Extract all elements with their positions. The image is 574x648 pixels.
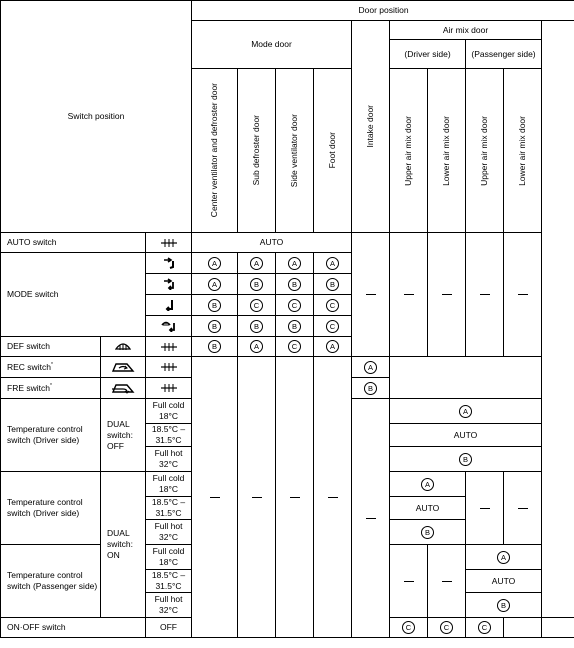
def-side: C bbox=[276, 337, 314, 357]
driver-side-header: (Driver side) bbox=[390, 40, 466, 69]
dual-off-label: DUAL switch: OFF bbox=[101, 399, 146, 472]
full-cold-2: Full cold 18°C bbox=[146, 472, 192, 497]
col-header-sub-defroster: Sub defroster door bbox=[238, 69, 276, 233]
range-1: 18.5°C – 31.5°C bbox=[146, 424, 192, 447]
mode-switch-label: MODE switch bbox=[1, 253, 146, 337]
bilevel-mode-icon bbox=[146, 274, 192, 295]
mode4-side: B bbox=[276, 316, 314, 337]
col-header-upper-passenger: Upper air mix door bbox=[466, 69, 504, 233]
auto-indicator-icon bbox=[146, 233, 192, 253]
col-header-lower-driver: Lower air mix door bbox=[428, 69, 466, 233]
mode1-side: A bbox=[276, 253, 314, 274]
onoff-switch-label: ON·OFF switch bbox=[1, 618, 146, 638]
mode2-foot: B bbox=[314, 274, 352, 295]
intake-dash-bottom bbox=[352, 399, 390, 638]
onoff-sub: C bbox=[390, 618, 428, 638]
vent-mode-icon bbox=[146, 253, 192, 274]
fre-switch-label: FRE switch* bbox=[1, 378, 101, 399]
full-hot-3: Full hot 32°C bbox=[146, 593, 192, 618]
col-header-center-vent: Center ventilator and defroster door bbox=[192, 69, 238, 233]
air-mix-upper-passenger-dash bbox=[466, 233, 504, 357]
def-foot: A bbox=[314, 337, 352, 357]
off-hot-airmix: B bbox=[390, 447, 542, 472]
defroster-icon bbox=[101, 337, 146, 357]
onoff-lower-driver bbox=[542, 618, 574, 638]
foot-mode-icon bbox=[146, 295, 192, 316]
fre-intake: B bbox=[352, 378, 390, 399]
mode2-center: A bbox=[192, 274, 238, 295]
air-mix-door-header: Air mix door bbox=[390, 21, 542, 40]
rec-indicator-icon bbox=[146, 357, 192, 378]
passenger-side-header: (Passenger side) bbox=[466, 40, 542, 69]
temp-driver-on-label: Temperature control switch (Driver side) bbox=[1, 472, 101, 545]
mode4-foot: C bbox=[314, 316, 352, 337]
mode-door-header: Mode door bbox=[192, 21, 352, 69]
on-passenger-cold-airmix: A bbox=[466, 545, 542, 570]
mode3-side: C bbox=[276, 295, 314, 316]
sub-dash bbox=[238, 357, 276, 638]
switch-position-header: Switch position bbox=[1, 1, 192, 233]
on-driver-range-airmix: AUTO bbox=[390, 497, 466, 520]
foot-dash bbox=[314, 357, 352, 638]
rec-switch-label: REC switch* bbox=[1, 357, 101, 378]
side-dash bbox=[276, 357, 314, 638]
onoff-upper-driver bbox=[504, 618, 542, 638]
center-dash bbox=[192, 357, 238, 638]
recirculation-icon bbox=[101, 357, 146, 378]
mode3-center: B bbox=[192, 295, 238, 316]
intake-dash-top bbox=[352, 233, 390, 357]
mode1-sub: A bbox=[238, 253, 276, 274]
door-position-header: Door position bbox=[192, 1, 574, 21]
on-driver-hot-airmix: B bbox=[390, 520, 466, 545]
mode4-center: B bbox=[192, 316, 238, 337]
col-header-upper-driver: Upper air mix door bbox=[390, 69, 428, 233]
def-indicator-icon bbox=[146, 337, 192, 357]
air-mix-lower-driver-dash bbox=[428, 233, 466, 357]
rec-intake: A bbox=[352, 357, 390, 378]
mode3-sub: C bbox=[238, 295, 276, 316]
mode1-foot: A bbox=[314, 253, 352, 274]
on-driver-cold-airmix: A bbox=[390, 472, 466, 497]
dual-on-label: DUAL switch: ON bbox=[101, 472, 146, 618]
col-header-side-vent: Side ventilator door bbox=[276, 69, 314, 233]
off-cold-airmix: A bbox=[390, 399, 542, 424]
full-cold-3: Full cold 18°C bbox=[146, 545, 192, 570]
on-passenger-hot-airmix: B bbox=[466, 593, 542, 618]
intake-door-header bbox=[352, 21, 390, 233]
full-hot-2: Full hot 32°C bbox=[146, 520, 192, 545]
def-switch-label: DEF switch bbox=[1, 337, 101, 357]
def-sub: A bbox=[238, 337, 276, 357]
auto-switch-label: AUTO switch bbox=[1, 233, 146, 253]
def-center: B bbox=[192, 337, 238, 357]
temp-driver-off-label: Temperature control switch (Driver side) bbox=[1, 399, 101, 472]
on-driver-upper-passenger-dash bbox=[466, 472, 504, 545]
off-range-airmix: AUTO bbox=[390, 424, 542, 447]
mode2-sub: B bbox=[238, 274, 276, 295]
col-header-lower-passenger: Lower air mix door bbox=[504, 69, 542, 233]
intake-door-label: Intake door bbox=[365, 105, 376, 148]
mode4-sub: B bbox=[238, 316, 276, 337]
on-passenger-lower-driver-dash bbox=[428, 545, 466, 618]
col-header-foot: Foot door bbox=[314, 69, 352, 233]
fresh-air-icon bbox=[101, 378, 146, 399]
def-foot-mode-icon bbox=[146, 316, 192, 337]
mode3-foot: C bbox=[314, 295, 352, 316]
auto-mode-value: AUTO bbox=[192, 233, 352, 253]
full-hot-1: Full hot 32°C bbox=[146, 447, 192, 472]
on-driver-lower-passenger-dash bbox=[504, 472, 542, 545]
rec-fre-airmix-blank bbox=[390, 357, 542, 399]
mode2-side: B bbox=[276, 274, 314, 295]
onoff-side: C bbox=[428, 618, 466, 638]
full-cold-1: Full cold 18°C bbox=[146, 399, 192, 424]
air-mix-lower-passenger-dash bbox=[504, 233, 542, 357]
on-passenger-range-airmix: AUTO bbox=[466, 570, 542, 593]
air-mix-upper-driver-dash bbox=[390, 233, 428, 357]
range-3: 18.5°C – 31.5°C bbox=[146, 570, 192, 593]
fre-indicator-icon bbox=[146, 378, 192, 399]
range-2: 18.5°C – 31.5°C bbox=[146, 497, 192, 520]
temp-passenger-label: Temperature control switch (Passenger side) bbox=[1, 545, 101, 618]
off-position: OFF bbox=[146, 618, 192, 638]
mode1-center: A bbox=[192, 253, 238, 274]
onoff-foot: C bbox=[466, 618, 504, 638]
on-passenger-upper-driver-dash bbox=[390, 545, 428, 618]
